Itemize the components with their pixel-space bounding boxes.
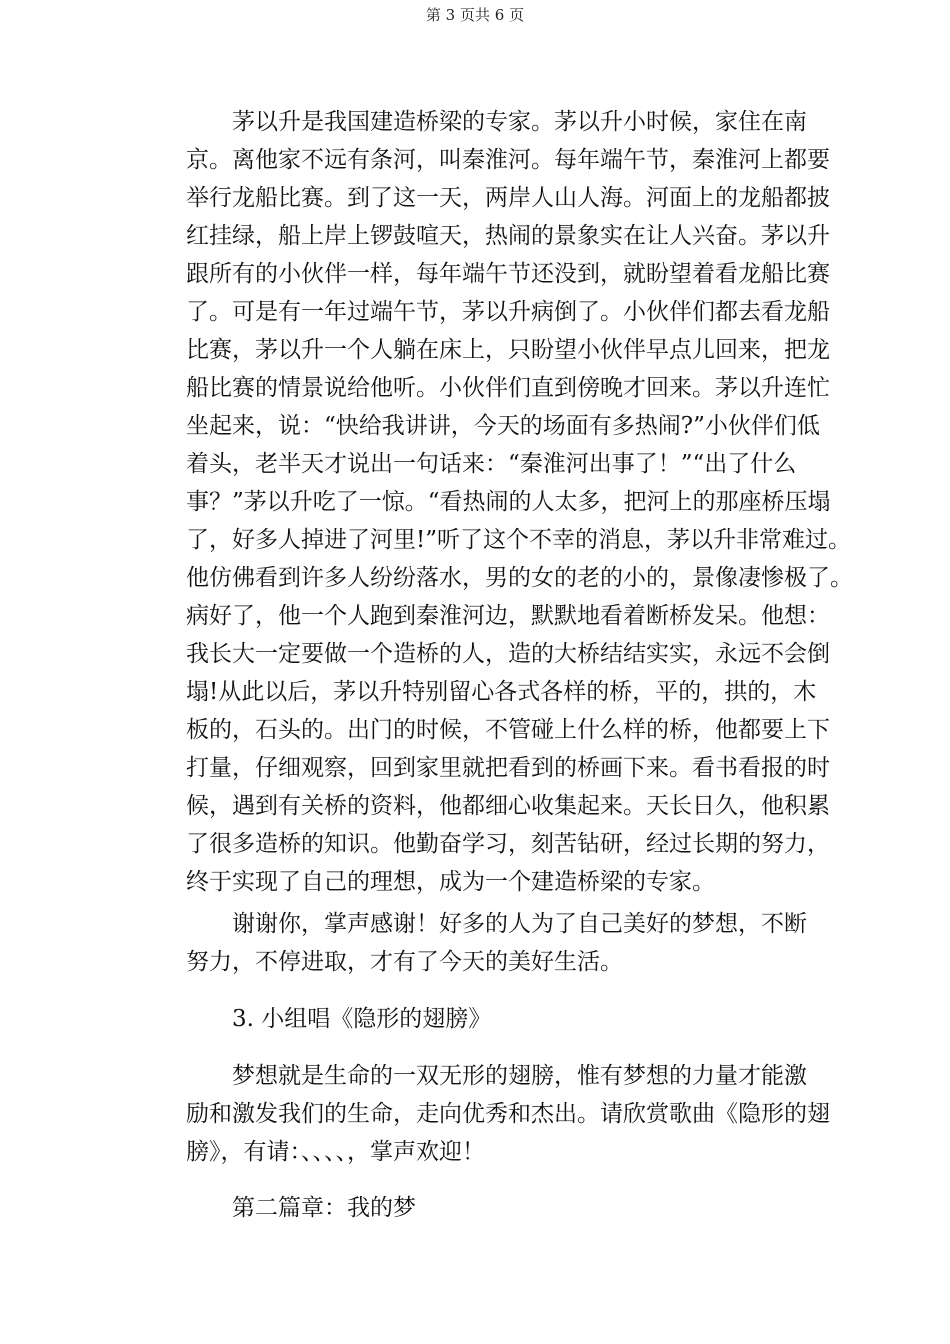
text-line: 我长大一定要做一个造桥的人，造的大桥结结实实，永远不会倒 xyxy=(186,641,830,667)
text-line: 打量，仔细观察，回到家里就把看到的桥画下来。看书看报的时 xyxy=(186,755,830,781)
page-indicator: 第 3 页共 6 页 xyxy=(425,6,525,24)
text-line: 终于实现了自己的理想，成为一个建造桥梁的专家。 xyxy=(186,869,715,895)
section-heading: 第二篇章：我的梦 xyxy=(232,1195,416,1221)
text-line: 候，遇到有关桥的资料，他都细心收集起来。天长日久，他积累 xyxy=(186,793,830,819)
text-line: 坐起来，说：“快给我讲讲，今天的场面有多热闹?”小伙伴们低 xyxy=(186,413,820,439)
text-line: 塌!从此以后，茅以升特别留心各式各样的桥，平的，拱的，木 xyxy=(186,679,817,705)
text-line: 京。离他家不远有条河，叫秦淮河。每年端午节，秦淮河上都要 xyxy=(186,147,830,173)
text-line: 着头，老半天才说出一句话来：“秦淮河出事了！”“出了什么 xyxy=(186,451,797,477)
text-line: 比赛，茅以升一个人躺在床上，只盼望小伙伴早点儿回来，把龙 xyxy=(186,337,830,363)
text-line: 茅以升是我国建造桥梁的专家。茅以升小时候，家住在南 xyxy=(232,109,807,135)
text-line: 船比赛的情景说给他听。小伙伴们直到傍晚才回来。茅以升连忙 xyxy=(186,375,830,401)
text-line: 励和激发我们的生命，走向优秀和杰出。请欣赏歌曲《隐形的翅 xyxy=(186,1101,830,1127)
text-line: 了。可是有一年过端午节，茅以升病倒了。小伙伴们都去看龙船 xyxy=(186,299,830,325)
text-line: 事？”茅以升吃了一惊。“看热闹的人太多，把河上的那座桥压塌 xyxy=(186,489,831,515)
text-line: 板的，石头的。出门的时候，不管碰上什么样的桥，他都要上下 xyxy=(186,717,830,743)
text-line: 病好了，他一个人跑到秦淮河边，默默地看着断桥发呆。他想： xyxy=(186,603,830,629)
text-line: 他仿佛看到许多人纷纷落水，男的女的老的小的，景像凄惨极了。 xyxy=(186,565,853,591)
text-line: 膀》，有请：、、、、，掌声欢迎！ xyxy=(186,1139,485,1165)
text-line: 努力，不停进取，才有了今天的美好生活。 xyxy=(186,949,623,975)
text-line: 梦想就是生命的一双无形的翅膀，惟有梦想的力量才能激 xyxy=(232,1063,807,1089)
list-item-heading: 3. 小组唱《隐形的翅膀》 xyxy=(232,1006,492,1032)
text-line: 跟所有的小伙伴一样，每年端午节还没到，就盼望着看龙船比赛 xyxy=(186,261,830,287)
text-line: 了很多造桥的知识。他勤奋学习，刻苦钻研，经过长期的努力， xyxy=(186,831,830,857)
text-line: 谢谢你，掌声感谢！好多的人为了自己美好的梦想，不断 xyxy=(232,911,807,937)
text-line: 举行龙船比赛。到了这一天，两岸人山人海。河面上的龙船都披 xyxy=(186,185,830,211)
text-line: 了，好多人掉进了河里!”听了这个不幸的消息，茅以升非常难过。 xyxy=(186,527,852,553)
text-line: 红挂绿，船上岸上锣鼓喧天，热闹的景象实在让人兴奋。茅以升 xyxy=(186,223,830,249)
